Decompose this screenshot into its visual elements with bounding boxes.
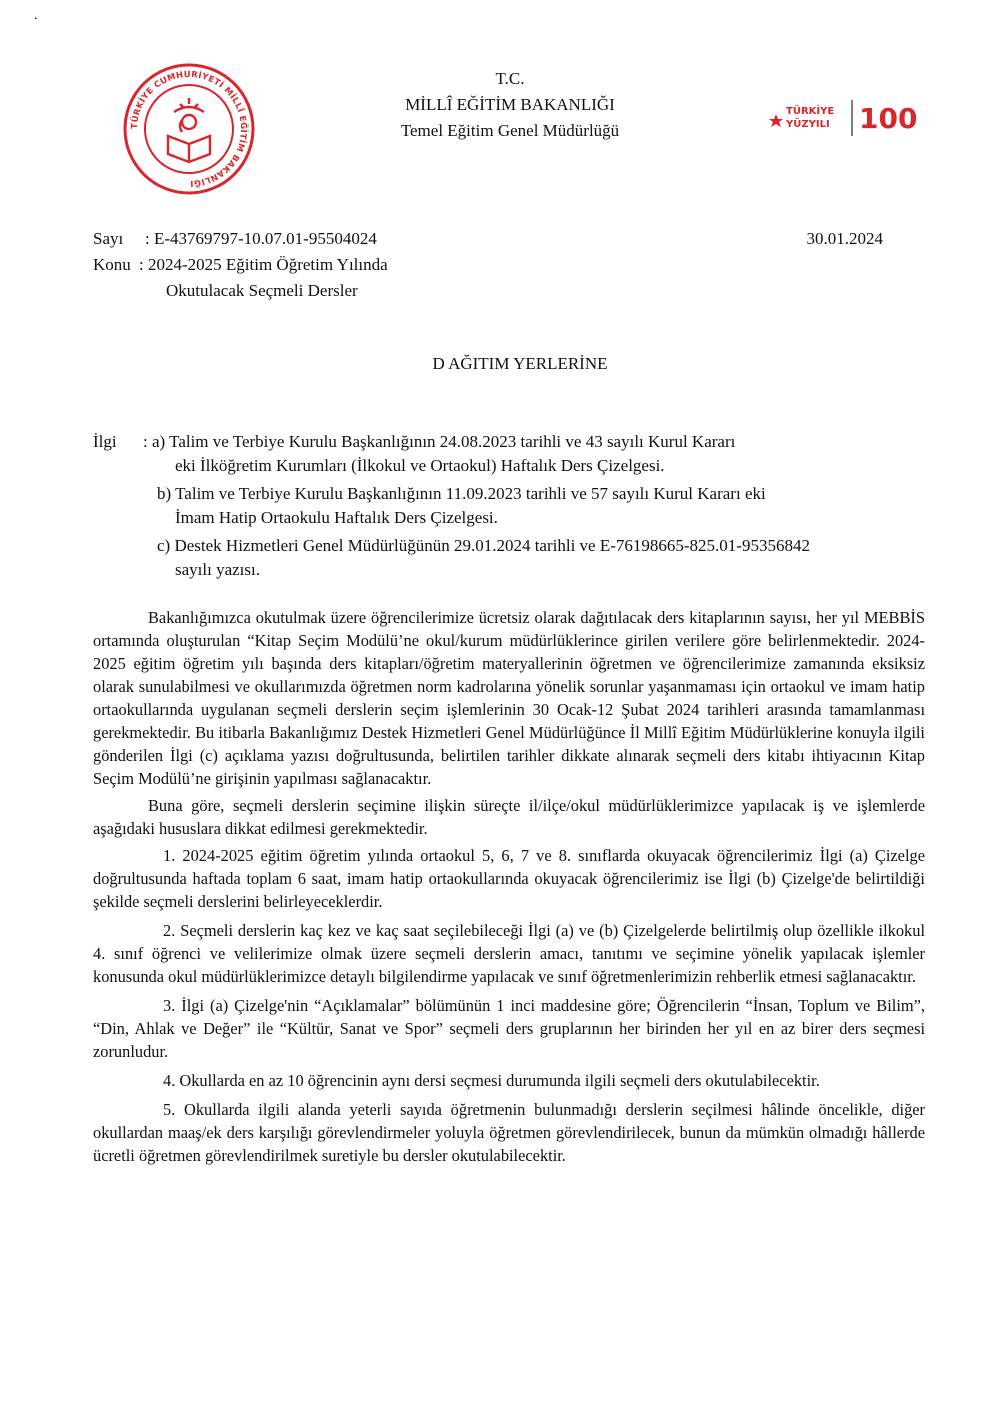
- header-tc: T.C.: [495, 69, 525, 88]
- document-date: 30.01.2024: [806, 229, 883, 248]
- header-ministry: MİLLÎ EĞİTİM BAKANLIĞI: [405, 95, 615, 114]
- list-item-3: 3. İlgi (a) Çizelge'nin “Açıklamalar” bölümünün 1 inci maddesine göre; Öğrencilerin “İnsan, Toplum ve Bilim”, “Din, Ahlak ve Değer” ile “Kültür, Sanat ve Spor” seçmeli ders gruplarının her birinden her yıl en az birer ders seçmesi zorunludur.: [93, 996, 925, 1061]
- page-mark: .: [34, 8, 38, 23]
- logo-100-number: 100: [859, 102, 918, 135]
- document-meta: [93, 226, 883, 304]
- seal-ring-text: TÜRKİYE CUMHURİYETİ MİLLÎ EĞİTİM BAKANLIĞI: [128, 68, 250, 190]
- logo-text-yuzyili: YÜZYILI: [786, 119, 830, 130]
- ilgi-label: İlgi: [93, 432, 117, 451]
- ilgi-b-line1: b) Talim ve Terbiye Kurulu Başkanlığının 11.09.2023 tarihli ve 57 sayılı Kurul Kararı eki: [157, 484, 766, 503]
- body-paragraph-1: Bakanlığımızca okutulmak üzere öğrencilerimize ücretsiz olarak dağıtılacak ders kitaplarının sayısı, her yıl MEBBİS ortamında oluşturulan “Kitap Seçim Modülü’ne okul/kurum müdürlüklerince girilen verilere göre belirlenmektedir. 2024-2025 eğitim öğretim yılı başında ders kitapları/öğretim materyallerinin öğretmen ve öğrencilerimize zamanında eksiksiz olarak sunulabilmesi ve okullarımızda öğretmen norm kadrolarına yönelik sorunlar yaşanmaması için ortaokul ve imam hatip ortaokullarında uygulanan seçmeli derslerin seçim işlemlerinin 30 Ocak-12 Şubat 2024 tarihleri arasında tamamlanması gerekmektedir. Bu itibarla Bakanlığımız Destek Hizmetleri Genel Müdürlüğünce İl Millî Eğitim Müdürlüklerine konuyla ilgili gönderilen İlgi (c) açıklama yazısı doğrultusunda, belirtilen tarihler dikkate alınarak seçmeli ders kitabı ihtiyacının Kitap Seçim Modülü’ne girişinin yapılması sağlanacaktır.: [93, 608, 925, 788]
- addressee: D AĞITIM YERLERİNE: [432, 354, 608, 373]
- ilgi-a-line2: eki İlköğretim Kurumları (İlkokul ve Ortaokul) Haftalık Ders Çizelgesi.: [175, 456, 665, 475]
- sayi-value: : E-43769797-10.07.01-95504024: [145, 229, 377, 248]
- letterhead: [0, 66, 1000, 144]
- sayi-label: Sayı: [93, 229, 124, 248]
- list-item-4: 4. Okullarda en az 10 öğrencinin aynı dersi seçmesi durumunda ilgili seçmeli ders okutulabilecektir.: [163, 1071, 820, 1090]
- header-directorate: Temel Eğitim Genel Müdürlüğü: [400, 121, 620, 140]
- list-item-5: 5. Okullarda ilgili alanda yeterli sayıda öğretmenin bulunmadığı derslerin seçilmesi hâlinde öncelikle, diğer okullardan maaş/ek ders karşılığı görevlendirmeler yoluyla öğretmen görevlendirilecek, bunun da mümkün olmadığı hâllerde ücretli öğretmen görevlendirilmek suretiyle bu dersler okutulabilecektir.: [93, 1100, 925, 1165]
- ilgi-c-line2: sayılı yazısı.: [175, 560, 260, 579]
- list-item-1: 1. 2024-2025 eğitim öğretim yılında ortaokul 5, 6, 7 ve 8. sınıflarda okuyacak öğrencilerimiz İlgi (a) Çizelge doğrultusunda haftada toplam 6 saat, imam hatip ortaokullarında okuyacak öğrencilerimiz ise İlgi (b) Çizelge'de belirtildiği şekilde seçmeli derslerini belirleyeceklerdir.: [93, 846, 925, 911]
- konu-value-cont: Okutulacak Seçmeli Dersler: [166, 281, 358, 300]
- ilgi-c-line1: c) Destek Hizmetleri Genel Müdürlüğünün 29.01.2024 tarihli ve E-76198665-825.01-95356842: [157, 536, 810, 555]
- body-paragraph-2: Buna göre, seçmeli derslerin seçimine ilişkin süreçte il/ilçe/okul müdürlüklerimizce yapılacak iş ve işlemlerde aşağıdaki hususlara dikkat edilmesi gerekmektedir.: [93, 796, 925, 838]
- ilgi-b-line2: İmam Hatip Ortaokulu Haftalık Ders Çizelgesi.: [175, 508, 498, 527]
- logo-text-turkiye: TÜRKİYE: [786, 106, 835, 117]
- konu-value: : 2024-2025 Eğitim Öğretim Yılında: [139, 255, 388, 274]
- list-item-2: 2. Seçmeli derslerin kaç kez ve kaç saat seçilebileceği İlgi (a) ve (b) Çizelgelerde belirtilmiş olup özellikle ilkokul 4. sınıf öğrenci ve velilerimize olmak üzere seçmeli derslerin amacı, tanıtımı ve seçimine yönelik yapılacak işlemler konusunda okul müdürlüklerimizce detaylı bilgilendirme yapılacak ve sınıf öğretmenlerimizin rehberlik etmesi sağlanacaktır.: [93, 921, 925, 986]
- ilgi-a-line1: : a) Talim ve Terbiye Kurulu Başkanlığının 24.08.2023 tarihli ve 43 sayılı Kurul Kararı: [143, 432, 736, 451]
- ilgi-references: [93, 430, 913, 582]
- letter-body: [93, 606, 925, 1173]
- konu-label: Konu: [93, 255, 131, 274]
